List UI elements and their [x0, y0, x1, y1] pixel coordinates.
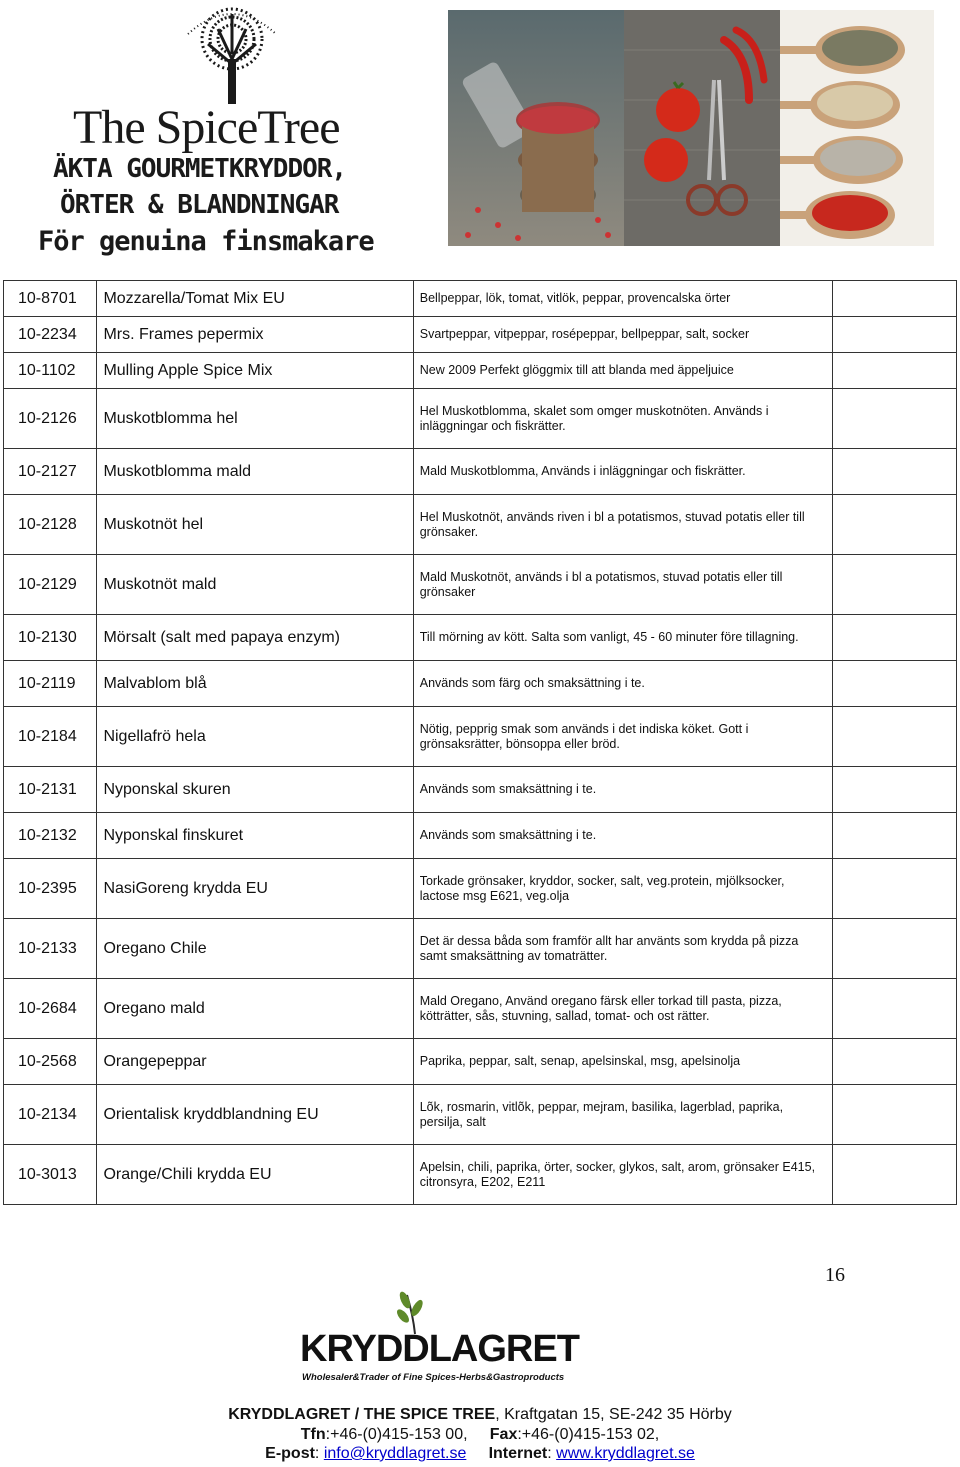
product-description: Lõk, rosmarin, vitlõk, peppar, mejram, basilika, lagerblad, paprika, persilja, salt [413, 1085, 832, 1145]
product-description: Det är dessa båda som framför allt har använts som krydda på pizza samt smaksättning av tomaträtter. [413, 919, 832, 979]
product-name: Nigellafrö hela [97, 707, 413, 767]
product-description: Svartpeppar, vitpeppar, rosépeppar, bellpeppar, salt, socker [413, 317, 832, 353]
product-name: Muskotnöt mald [97, 555, 413, 615]
product-description: Används som smaksättning i te. [413, 767, 832, 813]
tree-icon [168, 4, 298, 104]
product-code: 10-2133 [4, 919, 97, 979]
empty-cell [832, 449, 956, 495]
product-description: Används som smaksättning i te. [413, 813, 832, 859]
table-row [4, 1145, 957, 1205]
internet-separator: : [547, 1445, 557, 1462]
empty-cell [832, 1085, 956, 1145]
product-description: Hel Muskotblomma, skalet som omger muskotnöten. Används i inläggningar och fiskrätter. [413, 389, 832, 449]
table-row [4, 1085, 957, 1145]
product-description: Till mörning av kött. Salta som vanligt, 45 - 60 minuter före tillagning. [413, 615, 832, 661]
footer-contact-line [0, 1445, 960, 1463]
product-description: Nötig, pepprig smak som används i det indiska köket. Gott i grönsaksrätter, bönsoppa eller bröd. [413, 707, 832, 767]
product-code: 10-2234 [4, 317, 97, 353]
table-row [4, 813, 957, 859]
product-description: Paprika, peppar, salt, senap, apelsinskal, msg, apelsinolja [413, 1039, 832, 1085]
product-name: Orangepeppar [97, 1039, 413, 1085]
empty-cell [832, 707, 956, 767]
table-row [4, 1039, 957, 1085]
product-description: Bellpeppar, lök, tomat, vitlök, peppar, provencalska örter [413, 281, 832, 317]
table-row [4, 919, 957, 979]
product-description: Mald Muskotnöt, används i bl a potatismos, stuvad potatis eller till grönsaker [413, 555, 832, 615]
table-row [4, 661, 957, 707]
empty-cell [832, 767, 956, 813]
empty-cell [832, 1145, 956, 1205]
footer-address: , Kraftgatan 15, SE-242 35 Hörby [495, 1406, 732, 1423]
brand-name: The SpiceTree [73, 101, 340, 154]
product-name: Mrs. Frames pepermix [97, 317, 413, 353]
product-description: Torkade grönsaker, kryddor, socker, salt, veg.protein, mjölksocker, lactose msg E621, veg.olja [413, 859, 832, 919]
product-description: Används som färg och smaksättning i te. [413, 661, 832, 707]
product-code: 10-2134 [4, 1085, 97, 1145]
product-name: Oregano mald [97, 979, 413, 1039]
product-name: Orange/Chili krydda EU [97, 1145, 413, 1205]
product-code: 10-2129 [4, 555, 97, 615]
empty-cell [832, 813, 956, 859]
email-separator: : [314, 1445, 324, 1462]
product-code: 10-2395 [4, 859, 97, 919]
empty-cell [832, 353, 956, 389]
page-header [0, 0, 960, 270]
fax-value: :+46-(0)415-153 02, [517, 1426, 660, 1443]
product-name: Malvablom blå [97, 661, 413, 707]
empty-cell [832, 859, 956, 919]
product-code: 10-2126 [4, 389, 97, 449]
product-code: 10-2184 [4, 707, 97, 767]
website-link[interactable]: www.kryddlagret.se [556, 1445, 695, 1462]
table-row [4, 449, 957, 495]
product-name: Mörsalt (salt med papaya enzym) [97, 615, 413, 661]
table-row [4, 353, 957, 389]
kryddlagret-logo [300, 1290, 579, 1390]
footer-logo-text: KRYDDLAGRET [300, 1328, 579, 1370]
table-row [4, 979, 957, 1039]
empty-cell [832, 1039, 956, 1085]
product-code: 10-2568 [4, 1039, 97, 1085]
product-code: 10-2130 [4, 615, 97, 661]
footer-company: KRYDDLAGRET / THE SPICE TREE [228, 1406, 496, 1423]
product-name: NasiGoreng krydda EU [97, 859, 413, 919]
spoons-photo [780, 10, 934, 246]
tomato-chili-photo [624, 10, 780, 246]
product-code: 10-3013 [4, 1145, 97, 1205]
empty-cell [832, 661, 956, 707]
product-code: 10-2684 [4, 979, 97, 1039]
product-name: Muskotblomma mald [97, 449, 413, 495]
tfn-label: Tfn [300, 1426, 326, 1443]
empty-cell [832, 281, 956, 317]
product-code: 10-1102 [4, 353, 97, 389]
table-row [4, 859, 957, 919]
empty-cell [832, 919, 956, 979]
footer-logo-subtitle: Wholesaler&Trader of Fine Spices-Herbs&Gastroproducts [302, 1372, 565, 1383]
peppercorn-photo [448, 10, 624, 246]
fax-label: Fax [489, 1426, 518, 1443]
table-row [4, 555, 957, 615]
product-name: Nyponskal finskuret [97, 813, 413, 859]
product-code: 10-2131 [4, 767, 97, 813]
table-row [4, 615, 957, 661]
internet-label: Internet [488, 1445, 548, 1462]
product-name: Muskotnöt hel [97, 495, 413, 555]
table-row [4, 707, 957, 767]
empty-cell [832, 389, 956, 449]
footer-address-line [0, 1406, 960, 1424]
empty-cell [832, 615, 956, 661]
email-link[interactable]: info@kryddlagret.se [323, 1445, 467, 1462]
product-code: 10-2132 [4, 813, 97, 859]
tfn-value: :+46-(0)415-153 00, [325, 1426, 468, 1443]
tagline-3: För genuina finsmakare [38, 226, 374, 257]
table-row [4, 495, 957, 555]
product-name: Mulling Apple Spice Mix [97, 353, 413, 389]
product-name: Nyponskal skuren [97, 767, 413, 813]
email-label: E-post [265, 1445, 315, 1462]
product-description: Mald Muskotblomma, Används i inläggningar och fiskrätter. [413, 449, 832, 495]
product-table [3, 280, 957, 1205]
product-name: Orientalisk kryddblandning EU [97, 1085, 413, 1145]
footer-phone-line [0, 1426, 960, 1444]
product-description: Apelsin, chili, paprika, örter, socker, glykos, salt, arom, grönsaker E415, citronsyra, E202, E211 [413, 1145, 832, 1205]
product-code: 10-2127 [4, 449, 97, 495]
product-description: Mald Oregano, Använd oregano färsk eller torkad till pasta, pizza, kötträtter, sås, stuvning, sallad, tomat- och ost rätter. [413, 979, 832, 1039]
product-code: 10-8701 [4, 281, 97, 317]
product-name: Muskotblomma hel [97, 389, 413, 449]
empty-cell [832, 495, 956, 555]
product-description: New 2009 Perfekt glöggmix till att blanda med äppeljuice [413, 353, 832, 389]
product-name: Oregano Chile [97, 919, 413, 979]
empty-cell [832, 317, 956, 353]
product-code: 10-2119 [4, 661, 97, 707]
empty-cell [832, 555, 956, 615]
table-row [4, 767, 957, 813]
product-name: Mozzarella/Tomat Mix EU [97, 281, 413, 317]
spicetree-logo [18, 4, 418, 257]
tagline-1: ÄKTA GOURMETKRYDDOR, [53, 154, 347, 184]
table-row [4, 317, 957, 353]
table-row [4, 389, 957, 449]
page-number: 16 [825, 1264, 845, 1286]
table-row [4, 281, 957, 317]
product-description: Hel Muskotnöt, används riven i bl a potatismos, stuvad potatis eller till grönsaker. [413, 495, 832, 555]
empty-cell [832, 979, 956, 1039]
product-code: 10-2128 [4, 495, 97, 555]
tagline-2: ÖRTER & BLANDNINGAR [60, 190, 339, 220]
